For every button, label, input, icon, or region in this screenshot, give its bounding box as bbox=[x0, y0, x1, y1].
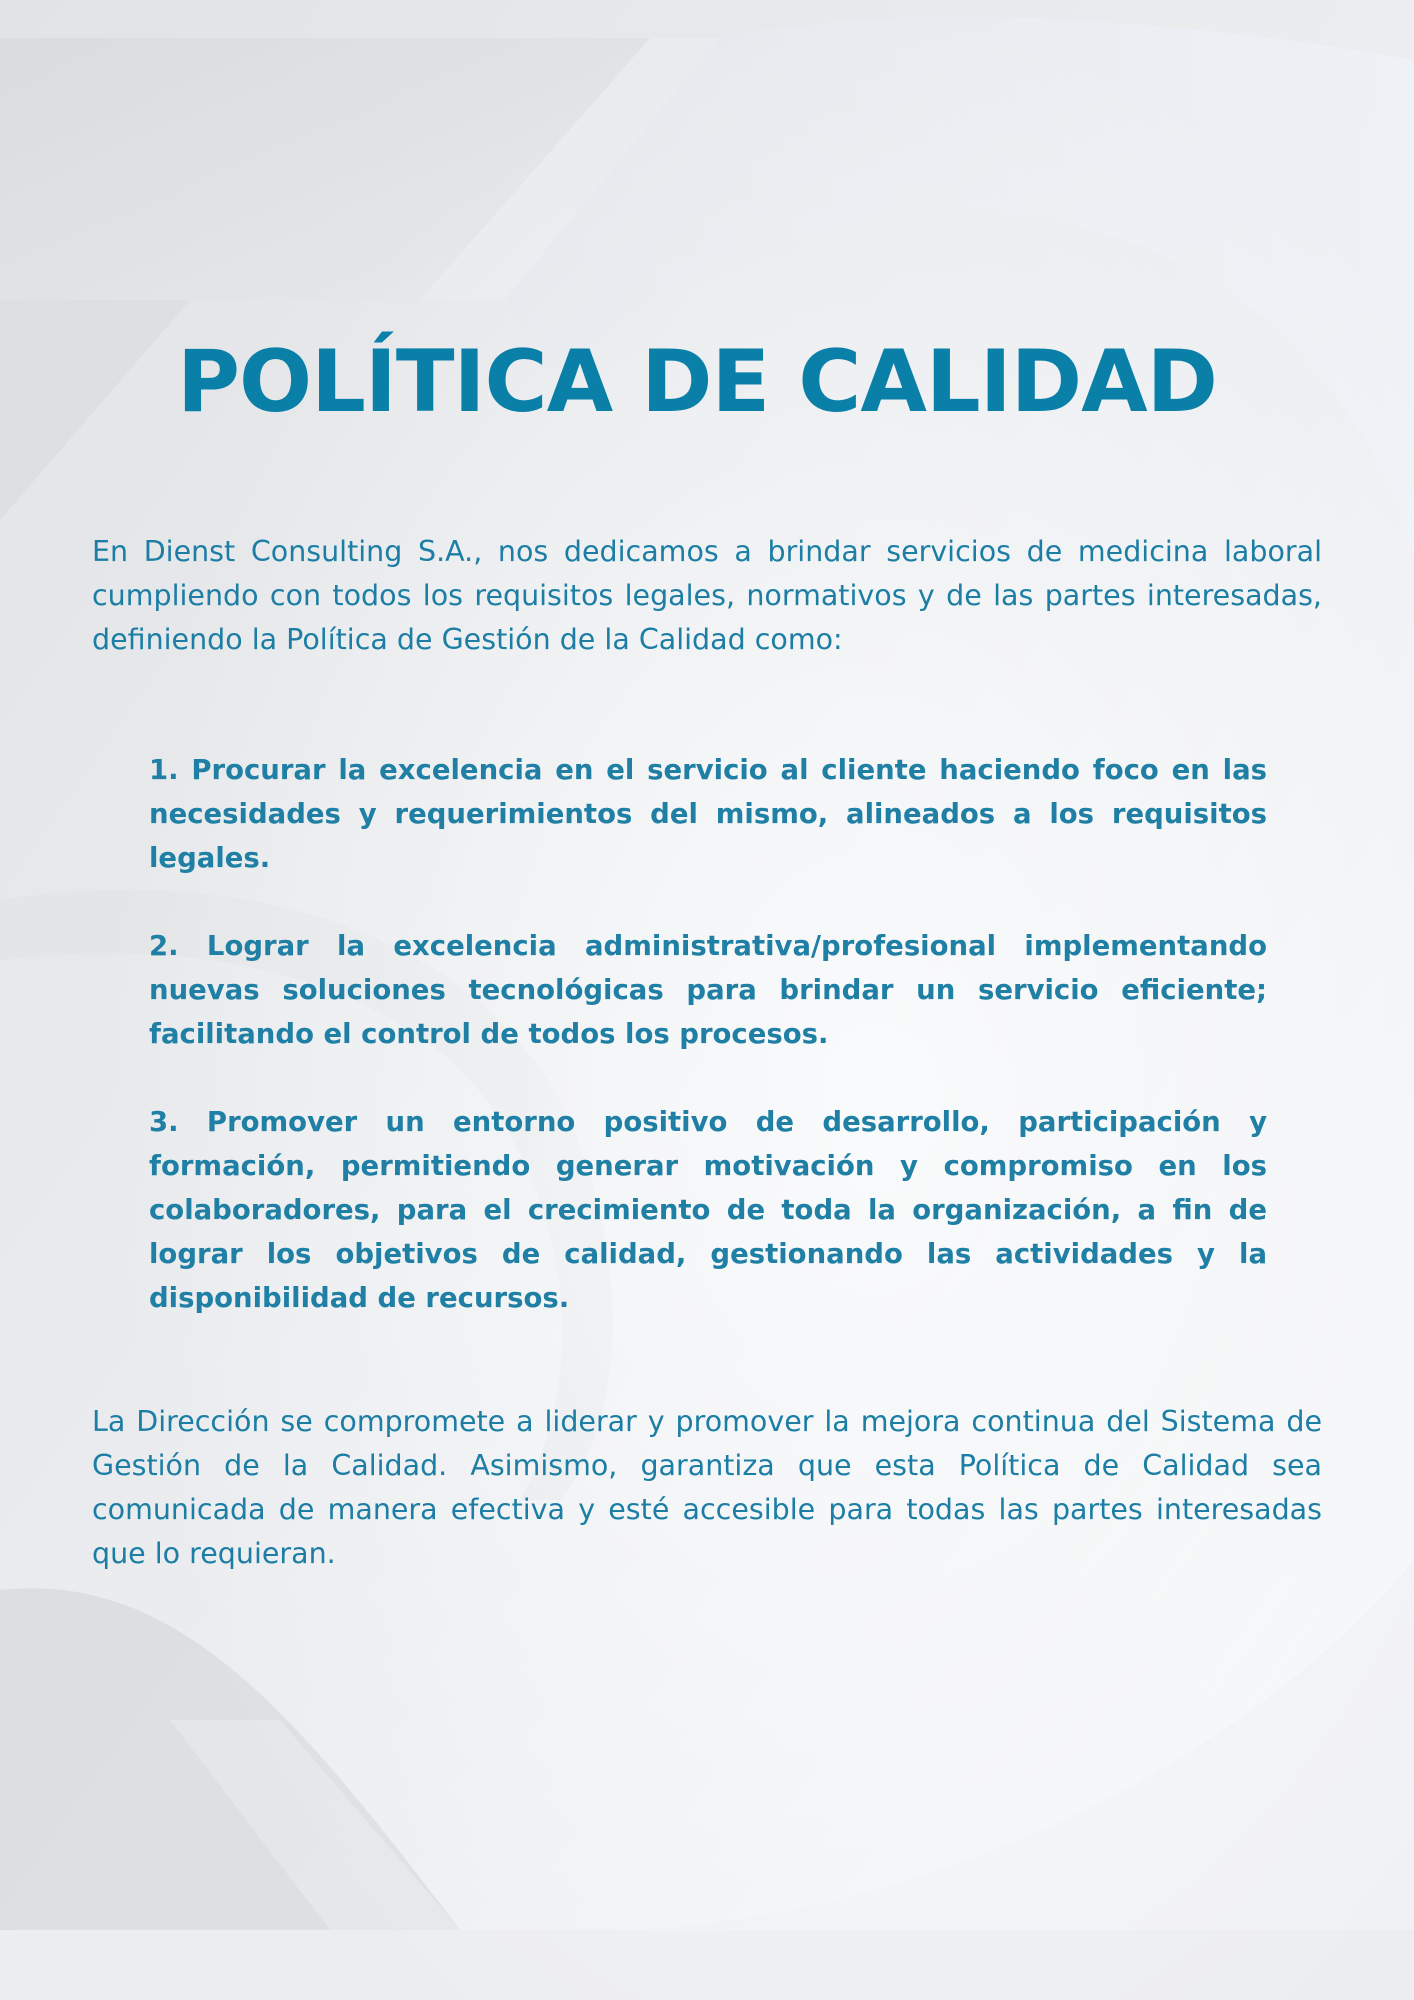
closing-paragraph: La Dirección se compromete a liderar y promover la mejora continua del Sistema de Gestión de la Calidad. Asimismo, garantiza que esta Política de Calidad sea comunicada de manera efectiva y esté accesible para todas las partes interesadas que lo requieran. bbox=[92, 1405, 1322, 1570]
policy-list bbox=[149, 748, 1267, 1364]
policy-item-3: 3. Promover un entorno positivo de desarrollo, participación y formación, permitiendo generar motivación y compromiso en los colaboradores, para el crecimiento de toda la organización, a fin de lograr los objetivos de calidad, gestionando las actividades y la disponibilidad de recursos. bbox=[149, 1106, 1267, 1314]
page-title: POLÍTICA DE CALIDAD bbox=[176, 332, 1218, 432]
intro-paragraph: En Dienst Consulting S.A., nos dedicamos a brindar servicios de medicina laboral cumpliendo con todos los requisitos legales, normativos y de las partes interesadas, definiendo la Política de Gestión de la Calidad como: bbox=[92, 535, 1322, 656]
policy-item-2: 2. Lograr la excelencia administrativa/profesional implementando nuevas soluciones tecnológicas para brindar un servicio eficiente; facilitando el control de todos los procesos. bbox=[149, 930, 1267, 1050]
policy-item-1: 1. Procurar la excelencia en el servicio al cliente haciendo foco en las necesidades y requerimientos del mismo, alineados a los requisitos legales. bbox=[149, 754, 1267, 874]
